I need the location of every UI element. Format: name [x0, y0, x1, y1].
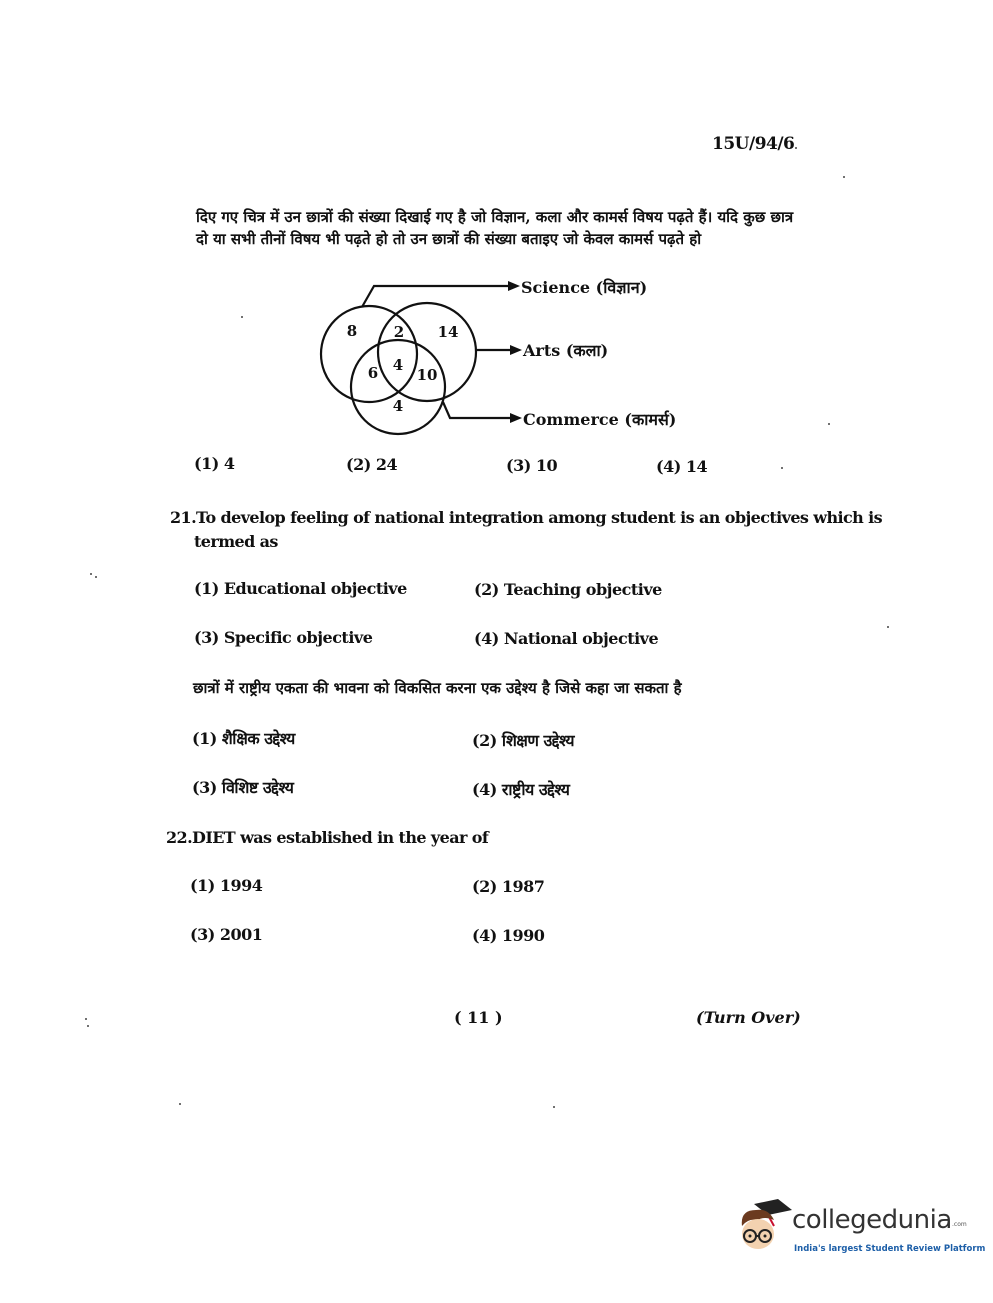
scan-speckle — [95, 576, 97, 578]
q21-option-3: (3) Specific objective — [194, 628, 373, 647]
q20-option-1: (1) 4 — [194, 454, 235, 473]
collegedunia-mascot-icon — [734, 1196, 792, 1256]
science-circle — [321, 306, 417, 402]
question-22-number: 22. — [166, 828, 193, 847]
scan-speckle — [828, 423, 830, 425]
q21-hindi-option-1: (1) शैक्षिक उद्देश्य — [192, 729, 295, 748]
venn-all-three: 4 — [392, 356, 404, 374]
q21-option-1: (1) Educational objective — [194, 579, 407, 598]
question-21-hindi-text: छात्रों में राष्ट्रीय एकता की भावना को विकसित करना एक उद्देश्य है जिसे कहा जा सकता है — [193, 679, 682, 697]
scan-speckle — [90, 573, 92, 575]
q22-option-4: (4) 1990 — [472, 926, 545, 945]
question-21-text: To develop feeling of national integration among student is an objectives which is — [196, 508, 883, 527]
venn-science-only: 8 — [346, 322, 358, 340]
venn-label-arts: Arts (कला) — [523, 341, 609, 360]
commerce-pointer — [443, 402, 512, 418]
q22-option-1: (1) 1994 — [190, 876, 263, 895]
watermark-brand: collegedunia — [792, 1205, 952, 1235]
venn-science-arts: 2 — [393, 323, 405, 341]
question-20-text: दिए गए चित्र में उन छात्रों की संख्या दिखाई गए है जो विज्ञान, कला और कामर्स विषय पढ़ते हैं। यदि कुछ छात्र दो या सभी तीनों विषय भी पढ़ते हो तो उन छात्रों की संख्या बताइए जो केवल कामर्स पढ़ते हो — [196, 208, 794, 248]
scan-speckle — [843, 176, 845, 178]
page-number: ( 11 ) — [454, 1008, 503, 1027]
scan-speckle — [795, 147, 797, 149]
scan-speckle — [781, 467, 783, 469]
question-21-line-1 — [170, 506, 882, 530]
commerce-circle — [351, 340, 445, 434]
question-21-number: 21. — [170, 508, 197, 527]
scan-speckle — [85, 1018, 87, 1020]
question-21-line-2: termed as — [194, 532, 278, 551]
venn-arts-commerce: 10 — [416, 366, 438, 384]
arts-circle — [378, 303, 476, 401]
paper-code: 15U/94/6 — [712, 134, 795, 154]
q21-option-2: (2) Teaching objective — [474, 580, 662, 599]
scan-speckle — [887, 626, 889, 628]
watermark-domain-suffix: .com — [952, 1221, 967, 1228]
scan-speckle — [179, 1103, 181, 1105]
q21-hindi-option-4: (4) राष्ट्रीय उद्देश्य — [472, 780, 570, 799]
venn-science-commerce: 6 — [367, 364, 379, 382]
venn-label-commerce: Commerce (कामर्स) — [523, 410, 677, 429]
q21-hindi-option-2: (2) शिक्षण उद्देश्य — [472, 731, 575, 750]
question-22-text: DIET was established in the year of — [192, 828, 489, 847]
q20-option-2: (2) 24 — [346, 455, 398, 474]
question-22-line — [166, 826, 488, 850]
scan-speckle — [241, 316, 243, 318]
q21-option-4: (4) National objective — [474, 629, 659, 648]
venn-diagram — [300, 270, 700, 440]
q22-option-2: (2) 1987 — [472, 877, 545, 896]
venn-label-science: Science (विज्ञान) — [521, 278, 648, 297]
venn-arts-only: 14 — [437, 323, 459, 341]
venn-commerce-only: 4 — [392, 397, 404, 415]
scan-speckle — [87, 1025, 89, 1027]
scan-speckle — [553, 1106, 555, 1108]
turn-over-label: (Turn Over) — [696, 1008, 801, 1027]
q20-option-4: (4) 14 — [656, 457, 708, 476]
q20-option-3: (3) 10 — [506, 456, 558, 475]
q22-option-3: (3) 2001 — [190, 925, 263, 944]
q21-hindi-option-3: (3) विशिष्ट उद्देश्य — [192, 778, 294, 797]
watermark-tagline: India's largest Student Review Platform — [794, 1244, 986, 1254]
